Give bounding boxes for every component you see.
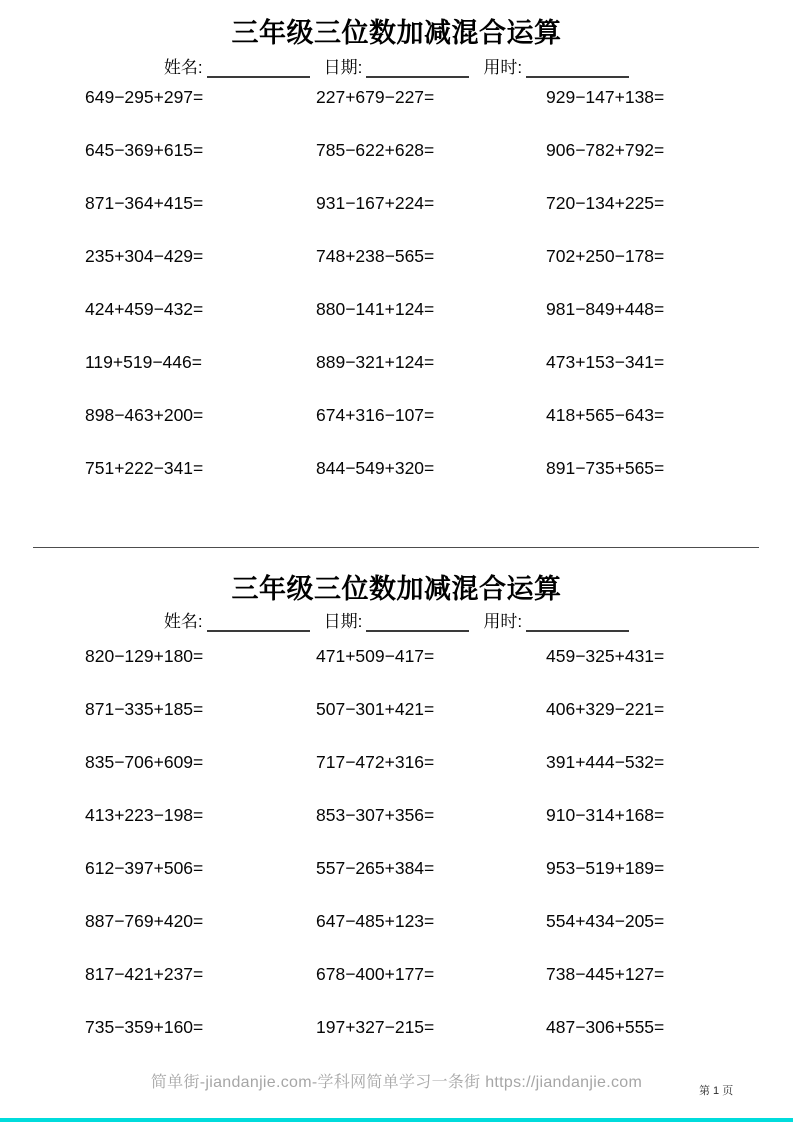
date-field — [324, 612, 470, 632]
math-problem: 197+327−215= — [316, 1017, 435, 1037]
math-problem: 647−485+123= — [316, 911, 435, 931]
math-problem: 418+565−643= — [546, 405, 665, 425]
name-blank-line — [207, 613, 310, 632]
time-field — [483, 58, 629, 78]
math-problem: 227+679−227= — [316, 87, 435, 107]
fields-row-section-1 — [0, 58, 793, 78]
name-label: 姓名: — [163, 612, 203, 631]
math-problem: 751+222−341= — [85, 458, 204, 478]
page-section-divider — [33, 547, 759, 548]
name-field — [164, 612, 310, 632]
math-problem: 554+434−205= — [546, 911, 665, 931]
math-problem: 891−735+565= — [546, 458, 665, 478]
math-problem: 235+304−429= — [85, 246, 204, 266]
problems-grid-section-1 — [85, 87, 793, 511]
math-problem: 817−421+237= — [85, 964, 204, 984]
math-problem: 871−364+415= — [85, 193, 204, 213]
math-problem: 717−472+316= — [316, 752, 435, 772]
math-problem: 887−769+420= — [85, 911, 204, 931]
math-problem: 649−295+297= — [85, 87, 204, 107]
math-problem: 612−397+506= — [85, 858, 204, 878]
math-problem: 953−519+189= — [546, 858, 665, 878]
math-problem: 702+250−178= — [546, 246, 665, 266]
math-problem: 406+329−221= — [546, 699, 665, 719]
math-problem: 853−307+356= — [316, 805, 435, 825]
math-problem: 931−167+224= — [316, 193, 435, 213]
problems-grid-section-2 — [85, 646, 793, 1070]
math-problem: 507−301+421= — [316, 699, 435, 719]
time-blank-line — [526, 613, 629, 632]
worksheet-title-section-1: 三年级三位数加减混合运算 — [231, 18, 562, 48]
math-problem: 820−129+180= — [85, 646, 204, 666]
bottom-accent-line — [0, 1118, 793, 1122]
math-problem: 557−265+384= — [316, 858, 435, 878]
math-problem: 424+459−432= — [85, 299, 204, 319]
math-problem: 785−622+628= — [316, 140, 435, 160]
time-label: 用时: — [483, 58, 523, 77]
time-blank-line — [526, 59, 629, 78]
math-problem: 929−147+138= — [546, 87, 665, 107]
math-problem: 391+444−532= — [546, 752, 665, 772]
math-problem: 898−463+200= — [85, 405, 204, 425]
math-problem: 981−849+448= — [546, 299, 665, 319]
math-problem: 645−369+615= — [85, 140, 204, 160]
time-field — [483, 612, 629, 632]
math-problem: 906−782+792= — [546, 140, 665, 160]
name-field — [164, 58, 310, 78]
math-problem: 678−400+177= — [316, 964, 435, 984]
math-problem: 720−134+225= — [546, 193, 665, 213]
math-problem: 844−549+320= — [316, 458, 435, 478]
date-label: 日期: — [323, 612, 363, 631]
math-problem: 748+238−565= — [316, 246, 435, 266]
date-blank-line — [366, 613, 469, 632]
name-label: 姓名: — [163, 58, 203, 77]
math-problem: 674+316−107= — [316, 405, 435, 425]
math-problem: 835−706+609= — [85, 752, 204, 772]
math-problem: 119+519−446= — [85, 352, 202, 372]
time-label: 用时: — [483, 612, 523, 631]
math-problem: 413+223−198= — [85, 805, 204, 825]
math-problem: 880−141+124= — [316, 299, 435, 319]
worksheet-title-section-2: 三年级三位数加减混合运算 — [231, 574, 562, 604]
math-problem: 738−445+127= — [546, 964, 665, 984]
math-problem: 473+153−341= — [546, 352, 665, 372]
math-problem: 471+509−417= — [316, 646, 435, 666]
date-field — [324, 58, 470, 78]
footer-site-text: 简单街-jiandanjie.com-学科网简单学习一条街 https://jiandanjie.com — [150, 1074, 643, 1091]
math-problem: 459−325+431= — [546, 646, 665, 666]
date-label: 日期: — [323, 58, 363, 77]
fields-row-section-2 — [0, 612, 793, 632]
name-blank-line — [207, 59, 310, 78]
date-blank-line — [366, 59, 469, 78]
page-number: 第 1 页 — [699, 1085, 734, 1097]
math-problem: 889−321+124= — [316, 352, 435, 372]
math-problem: 871−335+185= — [85, 699, 204, 719]
math-problem: 735−359+160= — [85, 1017, 204, 1037]
math-problem: 910−314+168= — [546, 805, 665, 825]
math-problem: 487−306+555= — [546, 1017, 665, 1037]
